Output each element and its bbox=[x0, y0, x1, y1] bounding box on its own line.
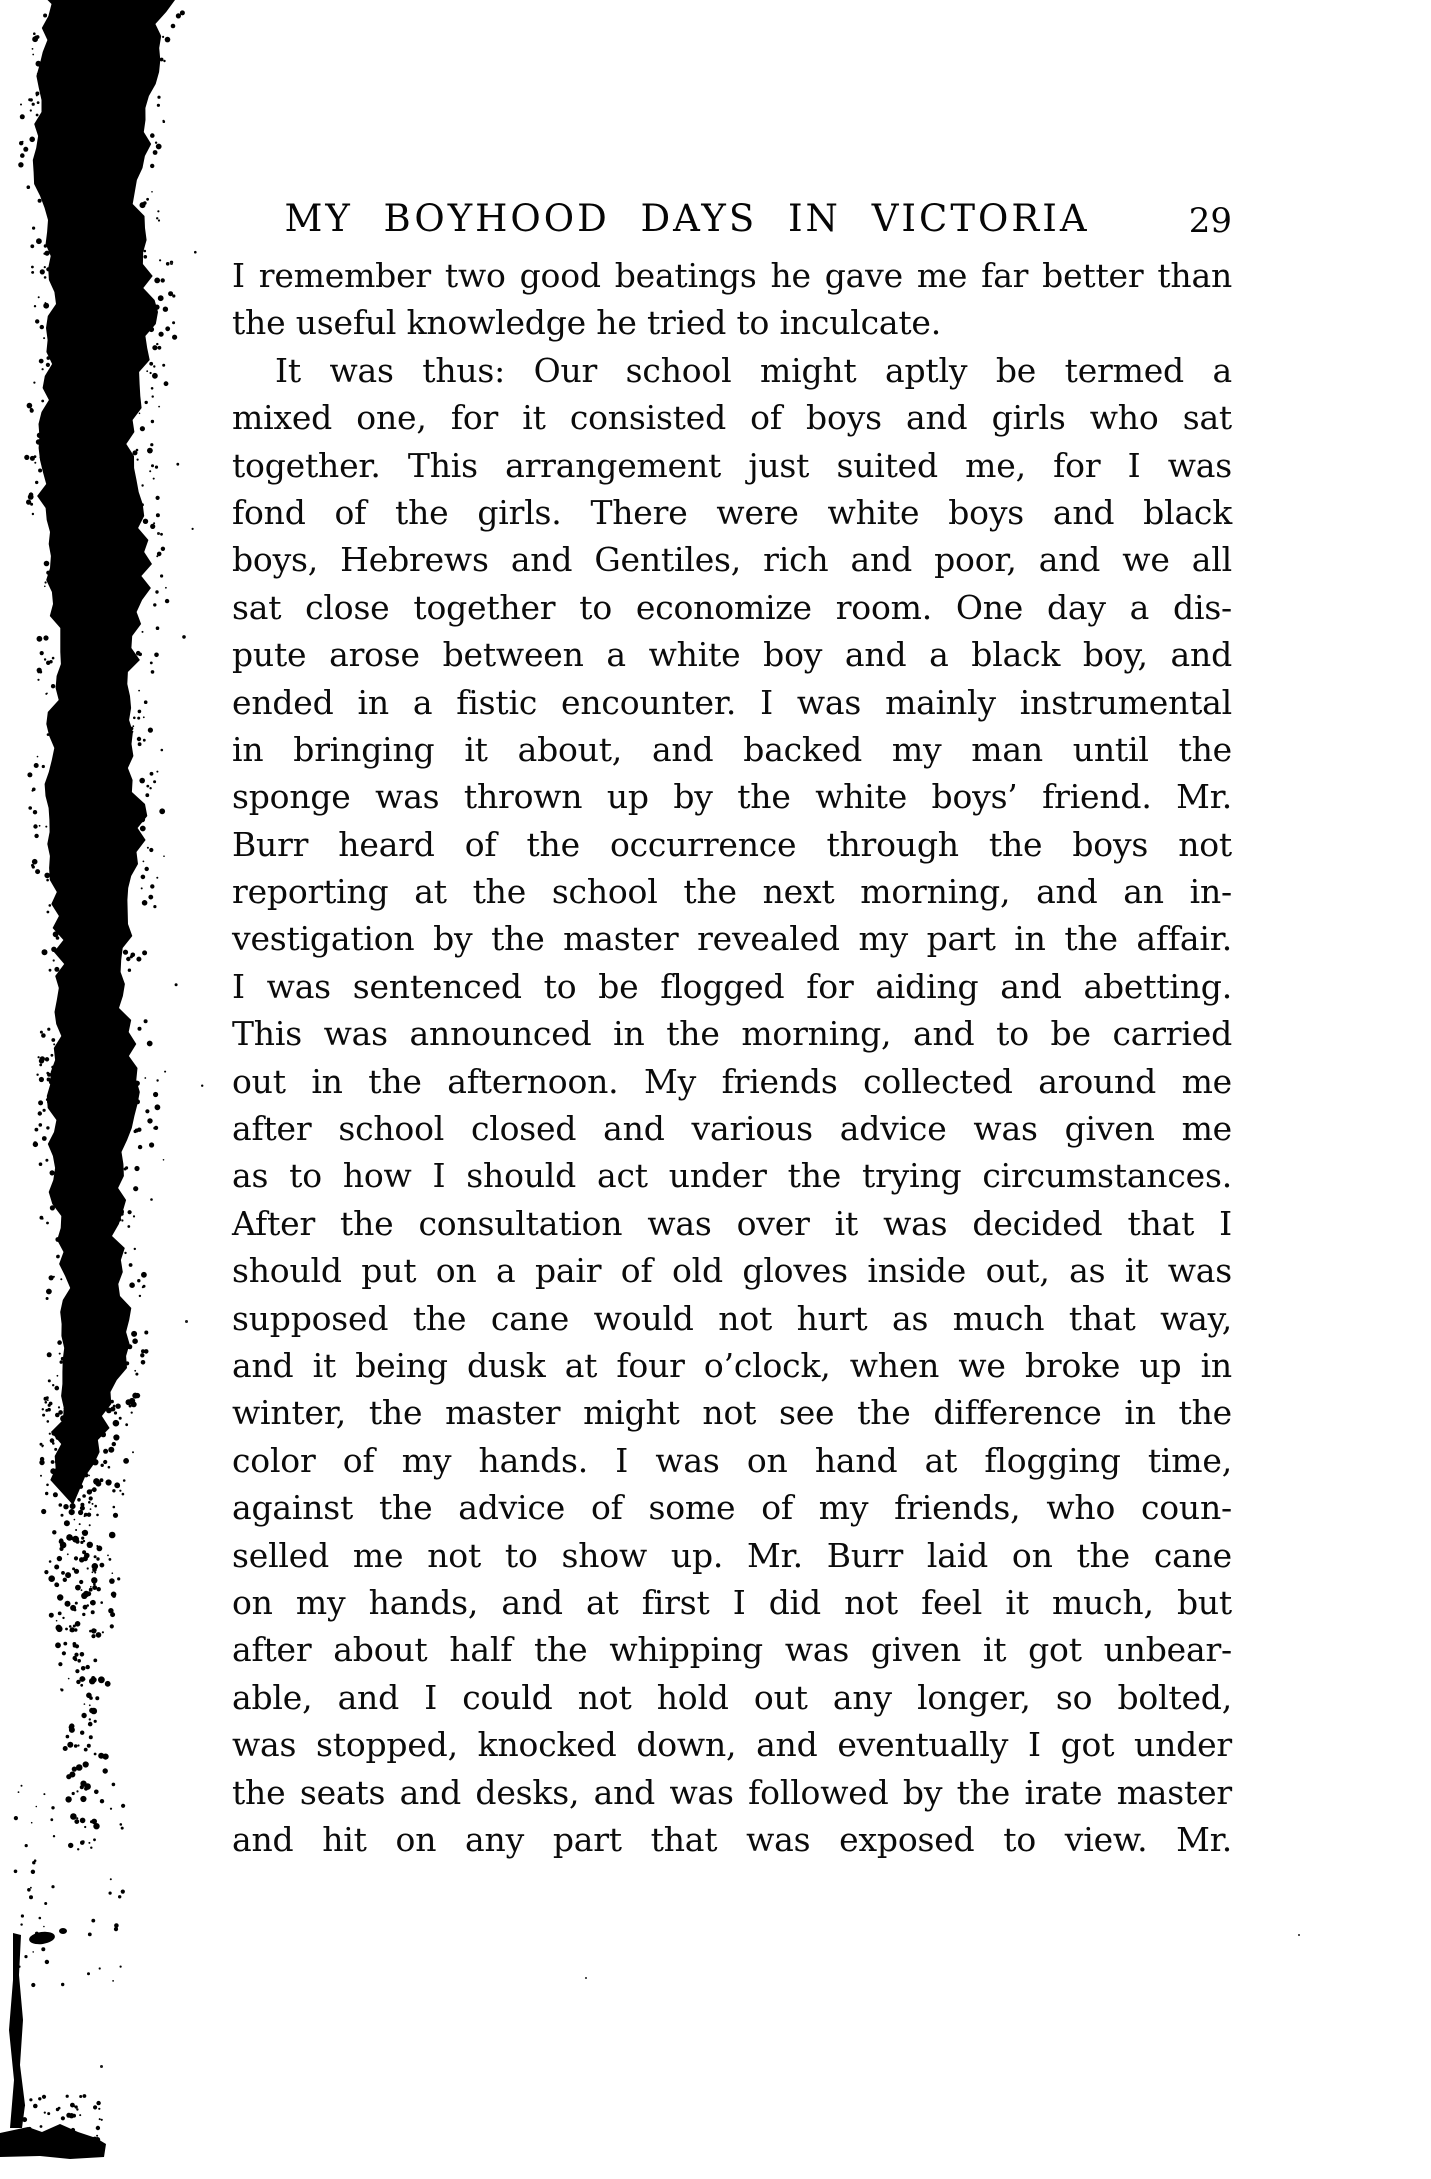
dust-speck bbox=[1298, 1934, 1300, 1936]
text-line: ended in a fistic encounter. I was mainly instrumental bbox=[232, 682, 1232, 722]
text-line: together. This arrangement just suited me, for I was bbox=[232, 445, 1232, 485]
text-line: against the advice of some of my friends, who coun- bbox=[232, 1488, 1232, 1528]
text-line: I was sentenced to be flogged for aiding and abetting. bbox=[232, 966, 1232, 1006]
text-line: sponge was thrown up by the white boys’ friend. Mr. bbox=[232, 777, 1232, 817]
text-line: winter, the master might not see the difference in the bbox=[232, 1393, 1232, 1433]
body-text bbox=[232, 252, 1232, 1863]
text-line: This was announced in the morning, and to be carried bbox=[232, 1014, 1232, 1054]
text-line: supposed the cane would not hurt as much that way, bbox=[232, 1298, 1232, 1338]
text-line: boys, Hebrews and Gentiles, rich and poor, and we all bbox=[232, 540, 1232, 580]
bottom-ink-line bbox=[9, 1933, 25, 2128]
text-line: in bringing it about, and backed my man until the bbox=[232, 729, 1232, 769]
text-line: pute arose between a white boy and a black boy, and bbox=[232, 635, 1232, 675]
dust-speck bbox=[585, 1977, 587, 1979]
gutter-ink-band bbox=[33, 0, 175, 1505]
text-line: It was thus: Our school might aptly be termed a bbox=[275, 350, 1232, 390]
text-line: fond of the girls. There were white boys and black bbox=[232, 492, 1232, 532]
dust-speck bbox=[170, 262, 173, 265]
text-line: and it being dusk at four o’clock, when we broke up in bbox=[232, 1345, 1232, 1385]
text-line: After the consultation was over it was decided that I bbox=[232, 1203, 1232, 1243]
ink-blob-small bbox=[59, 1928, 67, 1934]
dust-speck bbox=[157, 532, 160, 535]
text-line: mixed one, for it consisted of boys and girls who sat bbox=[232, 398, 1232, 438]
text-line: able, and I could not hold out any longer, so bolted, bbox=[232, 1677, 1232, 1717]
page-number: 29 bbox=[1188, 201, 1232, 241]
text-line: reporting at the school the next morning, and an in- bbox=[232, 872, 1232, 912]
text-line: sat close together to economize room. One day a dis- bbox=[232, 587, 1232, 627]
text-line: and hit on any part that was exposed to view. Mr. bbox=[232, 1819, 1232, 1859]
chapter-title: MY BOYHOOD DAYS IN VICTORIA bbox=[284, 197, 1090, 240]
text-line: vestigation by the master revealed my part in the affair. bbox=[232, 919, 1232, 959]
page-header bbox=[232, 198, 1232, 242]
dust-speck bbox=[100, 2065, 103, 2068]
text-line: as to how I should act under the trying circumstances. bbox=[232, 1156, 1232, 1196]
text-line: Burr heard of the occurrence through the boys not bbox=[232, 824, 1232, 864]
gutter-shadow bbox=[0, 0, 260, 2179]
text-line: the seats and desks, and was followed by the irate master bbox=[232, 1772, 1232, 1812]
text-line: selled me not to show up. Mr. Burr laid on the cane bbox=[232, 1535, 1232, 1575]
bottom-ink-foot bbox=[0, 2124, 106, 2159]
text-line: should put on a pair of old gloves inside out, as it was bbox=[232, 1251, 1232, 1291]
ink-blob bbox=[28, 1930, 55, 1946]
text-line: I remember two good beatings he gave me far better than bbox=[232, 256, 1232, 295]
text-line: after school closed and various advice was given me bbox=[232, 1109, 1232, 1149]
text-line: on my hands, and at first I did not feel it much, but bbox=[232, 1582, 1232, 1622]
dust-speck bbox=[185, 1320, 188, 1323]
text-line: after about half the whipping was given it got unbear- bbox=[232, 1630, 1232, 1670]
text-line: out in the afternoon. My friends collected around me bbox=[232, 1061, 1232, 1101]
text-line: color of my hands. I was on hand at flogging time, bbox=[232, 1440, 1232, 1480]
text-line: the useful knowledge he tried to inculcate. bbox=[232, 303, 942, 343]
text-line: was stopped, knocked down, and eventually I got under bbox=[232, 1725, 1232, 1765]
